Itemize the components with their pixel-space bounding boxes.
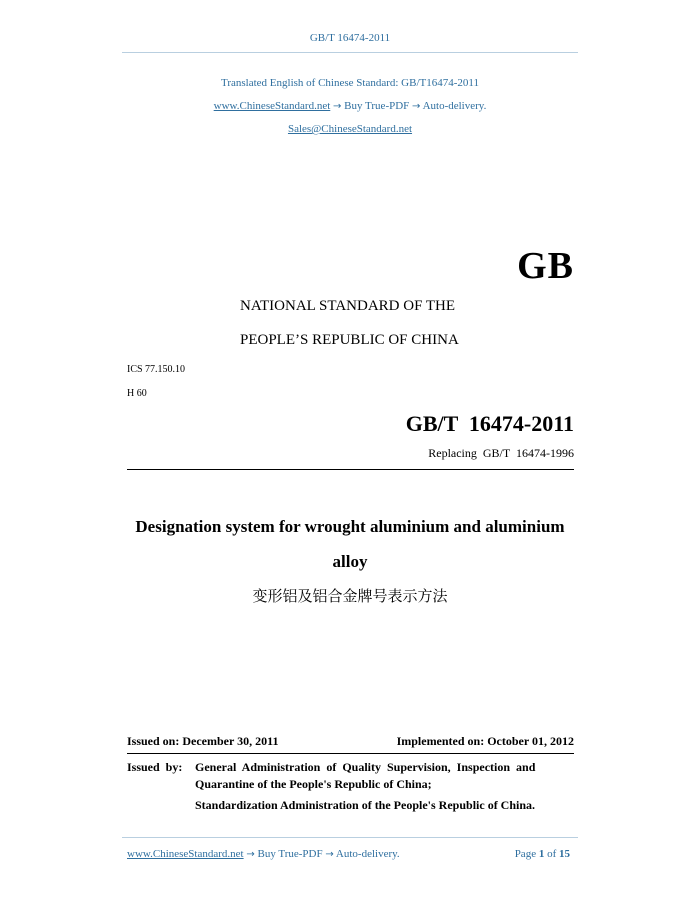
running-header — [0, 32, 700, 44]
ics-code: ICS 77.150.10 — [127, 364, 186, 375]
header-rule — [122, 52, 578, 53]
arrow-right-icon: → — [412, 101, 421, 112]
page-indicator: Page 1 of 15 — [514, 848, 570, 860]
translation-note-line: Translated English of Chinese Standard: GB/T16474-2011 — [221, 77, 479, 89]
gb-logo: GB — [517, 245, 574, 287]
arrow-right-icon: → — [325, 849, 334, 860]
header-code: GB/T 16474-2011 — [309, 32, 391, 44]
standard-number-rule — [127, 469, 574, 470]
email-line — [0, 123, 700, 135]
implemented-date: Implemented on: October 01, 2012 — [396, 734, 574, 748]
dates-rule — [127, 753, 574, 754]
footer-rule — [122, 837, 578, 838]
footer-site-link[interactable]: www.ChineseStandard.net — [127, 848, 244, 860]
page-current: 1 — [538, 848, 545, 860]
footer-delivery-text: Auto-delivery. — [335, 848, 400, 860]
buy-true-pdf-text: Buy True-PDF — [344, 100, 410, 112]
standard-number: GB/T 16474-2011 — [405, 411, 574, 436]
issued-date: Issued on: December 30, 2011 — [127, 734, 279, 748]
title-english-line2: alloy — [332, 552, 368, 571]
translation-links-line — [0, 100, 700, 112]
issued-by-line2: Quarantine of the People's Republic of China; — [195, 777, 432, 791]
arrow-right-icon: → — [333, 101, 342, 112]
site-link[interactable]: www.ChineseStandard.net — [213, 100, 331, 112]
sales-email-link[interactable]: Sales@ChineseStandard.net — [287, 123, 413, 135]
national-standard-line2: PEOPLE’S REPUBLIC OF CHINA — [240, 332, 459, 348]
auto-delivery-text: Auto-delivery. — [422, 100, 487, 112]
issued-by-line1: General Administration of Quality Supervision, Inspection and — [195, 760, 536, 774]
footer-links — [127, 848, 400, 860]
title-english-line1: Designation system for wrought aluminium and aluminium — [135, 517, 565, 536]
issued-by-line3: Standardization Administration of the People's Republic of China. — [195, 798, 536, 812]
title-chinese: 变形铝及铝合金牌号表示方法 — [252, 587, 448, 605]
footer-buy-text: Buy True-PDF — [257, 848, 323, 860]
page-total: 15 — [559, 848, 570, 860]
national-standard-line1: NATIONAL STANDARD OF THE — [240, 298, 456, 314]
issued-by-label: Issued by: — [127, 760, 183, 774]
ccs-code: H 60 — [127, 388, 147, 399]
arrow-right-icon: → — [246, 849, 255, 860]
replacing-note: Replacing GB/T 16474-1996 — [428, 446, 574, 460]
